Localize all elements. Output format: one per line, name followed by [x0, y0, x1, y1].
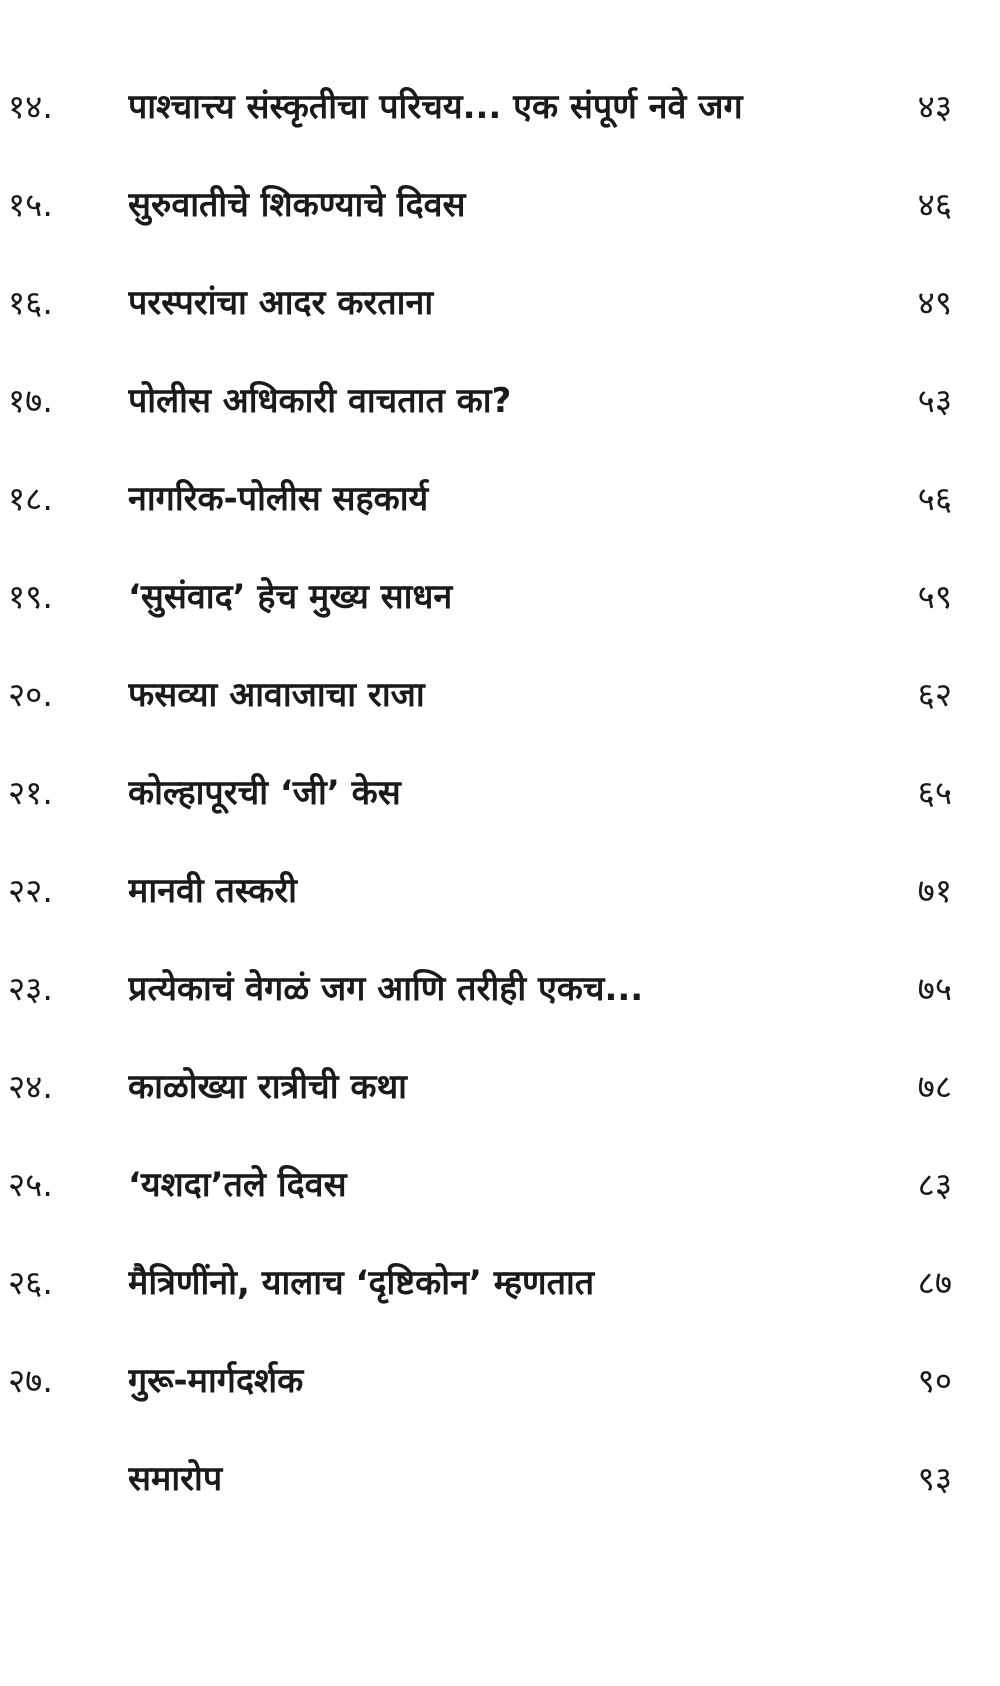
- page-number: ६२: [917, 675, 952, 714]
- page-number: ४६: [917, 185, 952, 224]
- chapter-title: कोल्हापूरची ‘जी’ केस: [128, 773, 401, 813]
- page-number: ९०: [917, 1361, 952, 1400]
- chapter-title: मैत्रिणींनो, यालाच ‘दृष्टिकोन’ म्हणतात: [128, 1263, 595, 1303]
- toc-entry: [0, 556, 1000, 654]
- table-of-contents: [0, 66, 1000, 1536]
- chapter-title: गुरू-मार्गदर्शक: [128, 1361, 304, 1401]
- chapter-number: २४.: [8, 1067, 53, 1106]
- chapter-number: १४.: [8, 87, 53, 126]
- chapter-number: २३.: [8, 969, 53, 1008]
- chapter-number: २५.: [8, 1165, 53, 1204]
- toc-entry: [0, 1046, 1000, 1144]
- toc-entry: [0, 66, 1000, 164]
- chapter-number: १६.: [8, 283, 53, 322]
- chapter-number: २६.: [8, 1263, 53, 1302]
- page-number: ७५: [917, 969, 952, 1008]
- chapter-title: परस्परांचा आदर करताना: [128, 283, 434, 323]
- chapter-title: ‘यशदा’तले दिवस: [128, 1165, 347, 1205]
- page-number: ८३: [917, 1165, 952, 1204]
- chapter-number: १९.: [8, 577, 53, 616]
- chapter-number: १८.: [8, 479, 53, 518]
- chapter-number: २०.: [8, 675, 53, 714]
- chapter-number: १५.: [8, 185, 53, 224]
- toc-entry: [0, 164, 1000, 262]
- toc-entry: [0, 262, 1000, 360]
- toc-entry: [0, 654, 1000, 752]
- chapter-title: पाश्चात्त्य संस्कृतीचा परिचय... एक संपूर्ण नवे जग: [128, 87, 743, 127]
- chapter-title: मानवी तस्करी: [128, 871, 297, 911]
- toc-entry: [0, 1144, 1000, 1242]
- chapter-number: १७.: [8, 381, 53, 420]
- page-number: ४९: [917, 283, 952, 322]
- chapter-number: २२.: [8, 871, 53, 910]
- toc-entry: [0, 752, 1000, 850]
- page-number: ७८: [917, 1067, 952, 1106]
- chapter-title: सुरुवातीचे शिकण्याचे दिवस: [128, 185, 466, 225]
- chapter-title: काळोख्या रात्रीची कथा: [128, 1067, 407, 1107]
- page-number: ७१: [917, 871, 952, 910]
- chapter-title: फसव्या आवाजाचा राजा: [128, 675, 425, 715]
- chapter-number: २१.: [8, 773, 53, 812]
- page-number: ५९: [917, 577, 952, 616]
- toc-entry: [0, 360, 1000, 458]
- chapter-title: ‘सुसंवाद’ हेच मुख्य साधन: [128, 577, 453, 617]
- toc-entry: [0, 1340, 1000, 1438]
- page-number: ९३: [917, 1459, 952, 1498]
- chapter-title: नागरिक-पोलीस सहकार्य: [128, 479, 429, 519]
- chapter-title: समारोप: [128, 1459, 223, 1499]
- toc-entry: [0, 1438, 1000, 1536]
- page-number: ५३: [917, 381, 952, 420]
- toc-entry: [0, 1242, 1000, 1340]
- toc-entry: [0, 948, 1000, 1046]
- page-number: ५६: [917, 479, 952, 518]
- page-number: ४३: [917, 87, 952, 126]
- toc-entry: [0, 458, 1000, 556]
- page-number: ६५: [917, 773, 952, 812]
- toc-entry: [0, 850, 1000, 948]
- chapter-title: प्रत्येकाचं वेगळं जग आणि तरीही एकच...: [128, 969, 644, 1009]
- page-number: ८७: [917, 1263, 952, 1302]
- chapter-number: २७.: [8, 1361, 53, 1400]
- chapter-title: पोलीस अधिकारी वाचतात का?: [128, 381, 512, 421]
